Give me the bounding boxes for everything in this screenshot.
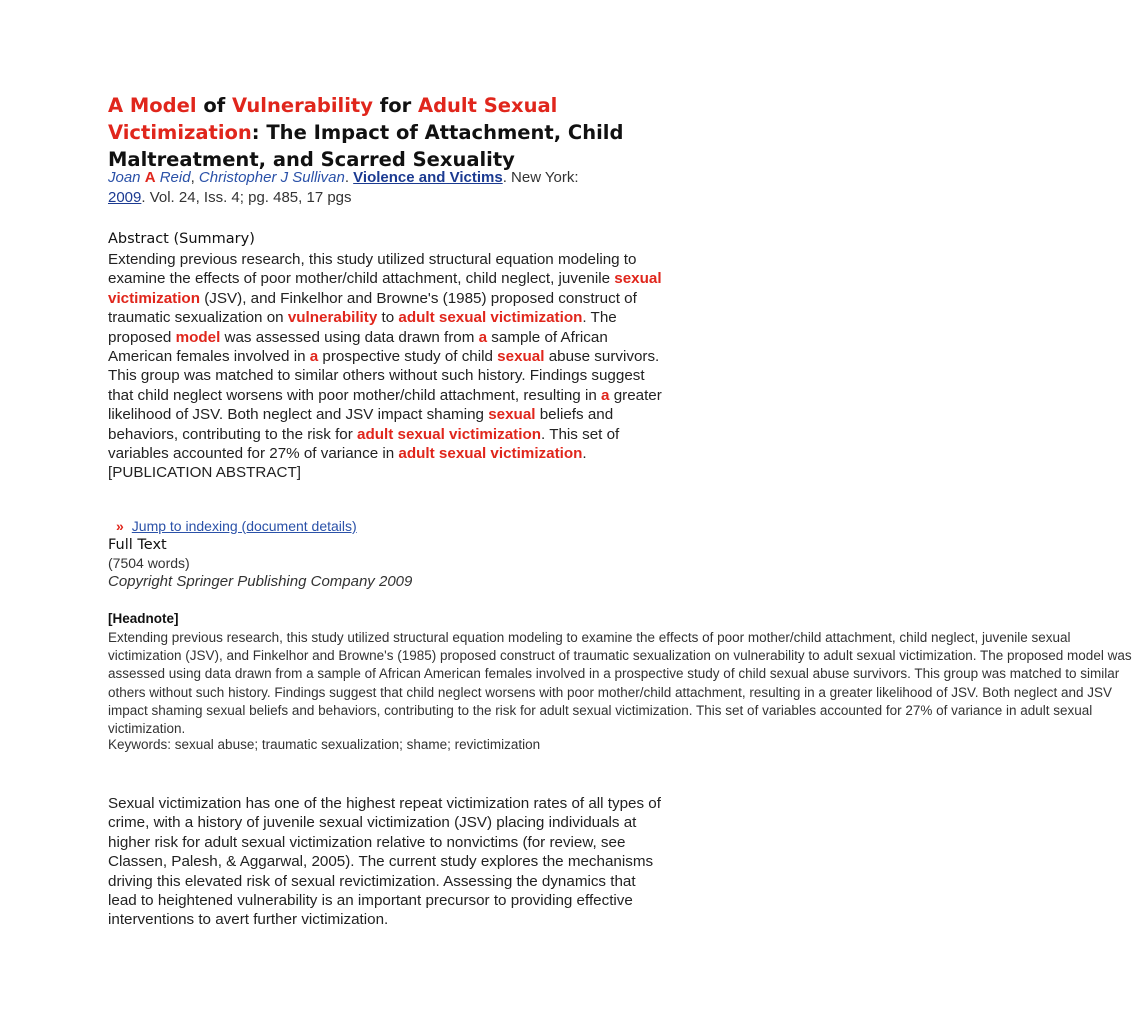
title-highlight: A Model (108, 94, 197, 117)
author-last-name[interactable]: Reid (159, 169, 191, 186)
fulltext-heading: Full Text (108, 537, 167, 553)
headnote-line: others without such history. Findings suggest that child neglect worsens with poor mother/child attachment, resulting in a greater likelihood of JSV. Both neglect and JSV (108, 684, 1113, 700)
abstract-segment: (JSV), and Finkelhor and Browne's (1985) proposed construct of traumatic sexualization on (108, 289, 637, 327)
headnote-text (108, 629, 1132, 738)
year-link[interactable]: 2009 (108, 189, 142, 206)
keywords: Keywords: sexual abuse; traumatic sexualization; shame; revictimization (108, 737, 541, 752)
abstract-segment: Extending previous research, this study utilized structural equation modeling to examine the effects of poor mother/child attachment, child neglect, juvenile (108, 251, 637, 288)
abstract-segment: beliefs and behaviors, contributing to the risk for (108, 406, 614, 443)
copyright-notice: Copyright Springer Publishing Company 2009 (108, 573, 413, 590)
title-text: for (372, 94, 418, 117)
search-term-highlight: adult sexual victimization (357, 425, 542, 443)
search-term-highlight: sexual (488, 406, 536, 424)
search-term-highlight: adult sexual victimization (398, 445, 583, 463)
search-term-highlight: a (309, 348, 319, 366)
search-term-highlight: a (601, 386, 610, 404)
headnote-line: victimization. (108, 721, 186, 737)
title-text: : The Impact of Attachment, Child Maltreatment, and Scarred Sexuality (108, 121, 624, 171)
author-first-name[interactable]: Joan (108, 169, 141, 186)
article-title (108, 92, 628, 173)
abstract-text (108, 250, 668, 483)
title-highlight: Adult Sexual Victimization (108, 94, 558, 144)
search-term-highlight: a (478, 328, 488, 346)
abstract-segment: sample of African American females involved in (108, 328, 608, 366)
headnote-line: impact shaming sexual beliefs and behaviors, contributing to the risk for adult sexual victimization. This set of variables accounted for 27% of variance in adult sexual (108, 702, 1093, 718)
search-term-highlight: vulnerability (287, 309, 378, 327)
publication-place: . New York: (502, 169, 579, 186)
headnote-line: Extending previous research, this study utilized structural equation modeling to examine the effects of poor mother/child attachment, child neglect, juvenile sexual (108, 630, 1071, 645)
headnote-line: assessed using data drawn from a sample of African American females involved in a prospective study of child sexual abuse survivors. This group was matched to similar (108, 666, 1120, 682)
abstract-segment: greater likelihood of JSV. Both neglect and JSV impact shaming (108, 386, 662, 424)
jump-to-indexing-link[interactable]: Jump to indexing (document details) (131, 518, 357, 534)
abstract-segment: abuse survivors. This group was matched to similar others without such history. Findings suggest that child neglect worsens with poor mother/child attachment, resulting in (108, 348, 660, 404)
search-term-highlight: adult sexual victimization (398, 309, 583, 327)
abstract-segment: to (377, 309, 399, 327)
abstract-segment: was assessed using data drawn from (220, 328, 479, 346)
double-chevron-right-icon: » (116, 518, 124, 534)
abstract-segment: . [PUBLICATION ABSTRACT] (108, 445, 587, 482)
headnote-line: victimization (JSV), and Finkelhor and Browne's (1985) proposed construct of traumatic sexualization on vulnerability to adult sexual victimization. The proposed model was (108, 648, 1132, 664)
jump-to-indexing (116, 518, 357, 534)
author-2[interactable]: Christopher J Sullivan (198, 169, 345, 186)
headnote-heading: [Headnote] (108, 611, 179, 626)
body-paragraph: Sexual victimization has one of the highest repeat victimization rates of all types of crime, with a history of juvenile sexual victimization (JSV) placing individuals at higher risk for adult sexual victimization relative to nonvictims (for review, see Classen, Palesh, & Aggarwal, 2005). The current study explores the mechanisms driving this elevated risk of sexual revictimization. Assessing the dynamics that lead to heightened vulnerability is an important precursor to providing effective interventions to avert further victimization. (108, 795, 661, 929)
journal-link[interactable]: Violence and Victims (353, 169, 503, 186)
title-text: of (196, 94, 233, 117)
abstract-segment: . This set of variables accounted for 27% of variance in (108, 425, 620, 463)
search-term-highlight: sexual victimization (108, 270, 662, 307)
issue-details: . Vol. 24, Iss. 4; pg. 485, 17 pgs (141, 189, 352, 206)
word-count: (7504 words) (108, 555, 190, 571)
abstract-segment: . The proposed (108, 309, 617, 346)
search-term-highlight: model (175, 328, 221, 346)
author-middle-initial[interactable]: A (144, 169, 156, 186)
abstract-segment: prospective study of child (318, 348, 498, 366)
title-highlight: Vulnerability (232, 94, 373, 117)
abstract-heading: Abstract (Summary) (108, 231, 255, 247)
search-term-highlight: sexual (497, 348, 545, 366)
citation: Joan A Reid, Christopher J Sullivan. Violence and Victims. New York: 2009. Vol. 24, Iss. 4; pg. 485, 17 pgs (108, 169, 579, 206)
